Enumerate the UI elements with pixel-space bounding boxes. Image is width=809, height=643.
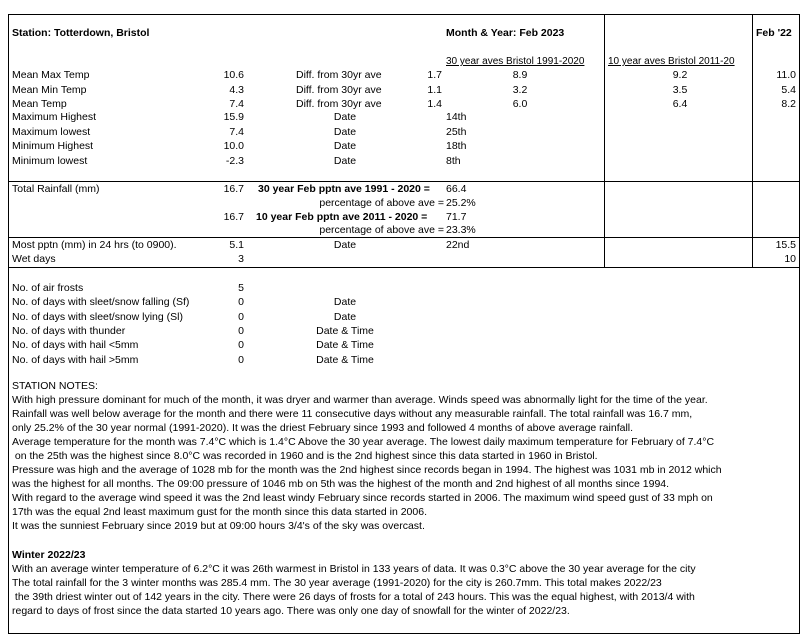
temp-prev-year: 8.2: [781, 98, 796, 110]
rainfall-ave30-value: 66.4: [446, 183, 467, 195]
rainfall-ave10-value: 71.7: [446, 211, 467, 223]
previous-year-header: Feb '22: [756, 27, 792, 39]
extreme-label: Maximum Highest: [12, 111, 97, 123]
station-note-line: It was the sunniest February since 2019 but at 09:00 hours 3/4's of the sky was overcast.: [12, 520, 425, 532]
station-note-line: Rainfall was well below average for the month and there were 11 consecutive days without any measurable rainfall. The total rainfall was 16.7 mm,: [12, 408, 693, 420]
temp-diff-label: Diff. from 30yr ave: [296, 69, 382, 81]
station-note-line: was the highest for all months. The 09:00 pressure of 1046 mb on 5th was the highest of the month and 2nd highest of all months since 1994.: [12, 478, 670, 490]
ave30-header: 30 year aves Bristol 1991-2020: [446, 56, 585, 67]
divider: [8, 237, 800, 238]
winter-title: Winter 2022/23: [12, 549, 86, 561]
extreme-date-label: Date: [333, 154, 357, 167]
most-pptn-label: Most pptn (mm) in 24 hrs (to 0900).: [12, 239, 177, 251]
station-notes-title: STATION NOTES:: [12, 380, 98, 392]
station-note-line: With regard to the average wind speed it was the 2nd least windy February since records started in 2006. The maximum wind speed gust of 33 mph on: [12, 492, 713, 504]
extreme-date-label: Date: [333, 140, 357, 152]
extreme-value: 10.0: [223, 140, 244, 152]
divider: [8, 267, 800, 268]
rainfall-pct2-value: 23.3%: [446, 224, 476, 236]
extreme-date-label: Date: [333, 125, 357, 138]
column-divider: [752, 14, 753, 267]
count-label: No. of air frosts: [12, 282, 84, 294]
winter-note-line: With an average winter temperature of 6.2°C it was 26th warmest in Bristol in 133 years of data. It was 0.3°C above the 30 year average for the city: [12, 563, 696, 575]
temp-diff-value: 1.7: [427, 69, 442, 81]
rainfall-ave30-label: 30 year Feb pptn ave 1991 - 2020 =: [258, 183, 430, 195]
winter-note-line: regard to days of frost since the data started 10 years ago. There was only one day of snowfall for the winter of 2022/23.: [12, 605, 570, 617]
temp-label: Mean Temp: [12, 98, 67, 110]
count-label: No. of days with hail >5mm: [12, 353, 139, 366]
station-note-line: only 25.2% of the 30 year normal (1991-2020). It was the driest February since 1993 and followed 4 months of above average rainfall.: [12, 422, 634, 434]
temp-value: 7.4: [229, 98, 244, 110]
extreme-label: Maximum lowest: [12, 125, 91, 138]
station-note-line: Average temperature for the month was 7.4°C which is 1.4°C Above the 30 year average. The lowest daily maximum temperature for February of 7.4°C: [12, 436, 715, 448]
rainfall-pct2-label: percentage of above ave =: [319, 224, 444, 236]
extreme-label: Minimum Highest: [12, 140, 94, 152]
most-pptn-date: 22nd: [446, 239, 470, 251]
count-date-label: Date & Time: [316, 324, 374, 337]
station-note-line: on the 25th was the highest since 8.0°C was recorded in 1960 and is the 2nd highest since this data started in 1960 in Bristol.: [12, 450, 598, 462]
rainfall-value-2: 16.7: [223, 211, 244, 223]
wet-days-value: 3: [238, 253, 244, 265]
temp-diff-label: Diff. from 30yr ave: [296, 98, 382, 110]
count-value: 0: [238, 339, 244, 352]
count-date-label: Date & Time: [316, 353, 374, 366]
temp-ave30: 6.0: [512, 98, 528, 110]
count-date-label: Date: [333, 296, 357, 309]
most-pptn-date-label: Date: [333, 239, 357, 251]
extreme-date: 25th: [446, 125, 467, 138]
rainfall-pct1-value: 25.2%: [446, 197, 476, 209]
temp-label: Mean Min Temp: [12, 83, 87, 96]
temp-ave10: 9.2: [672, 69, 688, 81]
temp-ave30: 3.2: [512, 83, 528, 96]
count-label: No. of days with sleet/snow lying (Sl): [12, 310, 183, 323]
count-label: No. of days with sleet/snow falling (Sf): [12, 296, 190, 309]
count-label: No. of days with hail <5mm: [12, 339, 139, 352]
temp-ave30: 8.9: [512, 69, 528, 81]
temp-label: Mean Max Temp: [12, 69, 90, 81]
wet-days-label: Wet days: [12, 253, 56, 265]
station-name: Station: Totterdown, Bristol: [12, 27, 150, 39]
rainfall-value: 16.7: [223, 183, 244, 195]
column-divider: [604, 14, 605, 267]
extreme-date: 14th: [446, 111, 467, 123]
extreme-label: Minimum lowest: [12, 154, 88, 167]
count-label: No. of days with thunder: [12, 324, 126, 337]
count-value: 0: [238, 310, 244, 323]
temp-ave10: 6.4: [672, 98, 688, 110]
extreme-date: 8th: [446, 154, 461, 167]
winter-note-line: The total rainfall for the 3 winter months was 285.4 mm. The 30 year average (1991-2020) for the city is 260.7mm. This total makes 2022/23: [12, 577, 662, 589]
count-value: 0: [238, 296, 244, 309]
temp-diff-value: 1.4: [427, 98, 442, 110]
temp-value: 4.3: [229, 83, 244, 96]
winter-note-line: the 39th driest winter out of 142 years in the city. There were 26 days of frosts for a total of 243 hours. This was the equal highest, with 2013/4 with: [12, 591, 695, 603]
extreme-date-label: Date: [333, 111, 357, 123]
station-note-line: 17th was the equal 2nd least maximum gust for the month since this data started in 2006.: [12, 506, 427, 518]
rainfall-pct1-label: percentage of above ave =: [319, 197, 444, 209]
rainfall-label: Total Rainfall (mm): [12, 183, 100, 195]
temp-diff-value: 1.1: [427, 83, 442, 96]
rainfall-ave10-label: 10 year Feb pptn ave 2011 - 2020 =: [256, 211, 428, 223]
extreme-value: 15.9: [223, 111, 244, 123]
count-value: 5: [238, 282, 244, 294]
station-note-line: With high pressure dominant for much of the month, it was dryer and warmer than average. Winds speed was abnormally light for the time of the year.: [12, 394, 708, 406]
extreme-date: 18th: [446, 140, 467, 152]
count-date-label: Date: [333, 310, 357, 323]
station-note-line: Pressure was high and the average of 1028 mb for the month was the 2nd highest since records began in 1994. The highest was 1031 mb in 2012 which: [12, 464, 722, 476]
ave10-header: 10 year aves Bristol 2011-20: [608, 56, 735, 67]
count-value: 0: [238, 324, 244, 337]
count-date-label: Date & Time: [316, 339, 374, 352]
temp-prev-year: 11.0: [776, 69, 796, 81]
wet-days-prev: 10: [784, 253, 796, 265]
month-year: Month & Year: Feb 2023: [446, 27, 565, 39]
temp-ave10: 3.5: [672, 83, 688, 96]
divider: [8, 181, 800, 182]
extreme-value: -2.3: [225, 154, 244, 167]
temp-diff-label: Diff. from 30yr ave: [296, 83, 382, 96]
most-pptn-value: 5.1: [229, 239, 244, 251]
temp-value: 10.6: [223, 69, 244, 81]
most-pptn-prev: 15.5: [775, 239, 796, 251]
count-value: 0: [238, 353, 244, 366]
extreme-value: 7.4: [229, 125, 244, 138]
temp-prev-year: 5.4: [781, 83, 796, 96]
